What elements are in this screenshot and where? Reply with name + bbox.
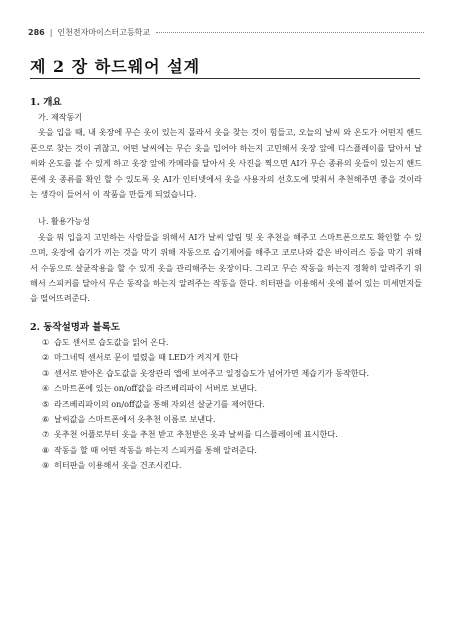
list-item (42, 427, 422, 442)
list-marker: ⑥ (42, 413, 50, 424)
header-separator: | (49, 28, 53, 37)
section-operation-heading: 2. 동작설명과 블록도 (30, 321, 120, 333)
list-item (42, 412, 422, 427)
list-marker: ① (42, 336, 50, 347)
list-marker: ⑦ (42, 429, 50, 440)
chapter-title: 제 2 장 하드웨어 설계 (30, 57, 201, 76)
operation-list (30, 335, 422, 474)
list-item-text: 습도 센서로 습도값을 읽어 온다. (54, 336, 169, 347)
list-marker: ⑧ (42, 444, 50, 455)
subsection-applicability-heading: 나. 활용가능성 (38, 216, 91, 227)
list-item (42, 350, 422, 365)
list-item (42, 366, 422, 381)
list-marker: ③ (42, 367, 50, 378)
motivation-paragraph: 옷을 입을 때, 내 옷장에 무슨 옷이 있는지 몰라서 옷을 찾는 것이 힘들고, 오늘의 날씨 와 온도가 어떤지 핸드폰으로 찾는 것이 귀찮고, 어떤 날씨에는 무슨 옷을 입어야 하는지 고민해서 옷장 앞에 디스플레이를 달아서 날씨와 온도를 볼 수 있게 하고 옷장 앞에 카메라를 달아서 옷 사진을 찍으면 AI가 무슨 종류의 옷들이 있는지 핸드폰에 옷 종류를 확인 할 수 있도록 옷 AI가 인터넷에서 옷을 사용자의 선호도에 맞춰서 추천해주면 좋을 것이라는 생각이 들어서 이 작품을 만들게 되었습니다. (30, 127, 422, 200)
list-item-text: 라즈베리파이의 on/off값을 통해 자외선 살균기를 제어한다. (54, 398, 265, 409)
header-dotted-rule (156, 32, 424, 33)
list-marker: ② (42, 352, 50, 363)
chapter-title-underline (30, 78, 420, 79)
school-name: 인천전자마이스터고등학교 (57, 28, 151, 37)
list-item (42, 335, 422, 350)
subsection-motivation-heading: 가. 제작동기 (38, 112, 83, 122)
list-item-text: 스마트폰에 있는 on/off값을 라즈베리파이 서버로 보낸다. (54, 383, 258, 394)
list-marker: ⑨ (42, 460, 50, 471)
list-item (42, 381, 422, 396)
page-content (30, 96, 422, 474)
applicability-paragraph: 옷을 뭐 입을지 고민하는 사람들을 위해서 AI가 날씨 알림 및 옷 추천을 해주고 스마트폰으로도 확인할 수 있으며, 옷장에 습기가 끼는 것을 막기 위해 자동으로 습기제어를 해주고 코로나와 같은 바이러스 등을 막기 위해서 수동으로 살균작용을 할 수 있게 옷을 관리해주는 옷장이다. 그리고 무슨 작동을 하는지 정확히 알려주기 위해서 스피커를 달아서 무슨 동작을 하는지 알려주는 작동을 한다. 히터판을 이용해서 옷에 붙어 있는 미세먼지들을 떨어뜨려준다. (30, 231, 422, 304)
list-item (42, 397, 422, 412)
running-header (28, 27, 424, 38)
page-number: 286 (28, 28, 45, 37)
list-item (42, 443, 422, 458)
list-item-text: 옷추천 어플로부터 옷을 추천 받고 추천받은 옷과 날씨를 디스플레이에 표시한다. (54, 429, 338, 440)
list-item-text: 히터판을 이용해서 옷을 건조시킨다. (54, 460, 182, 471)
list-item-text: 날씨값을 스마트폰에서 옷추천 이름로 보낸다. (54, 413, 216, 424)
list-item-text: 작동을 할 때 어떤 작동을 하는지 스피커를 통해 알려준다. (54, 444, 257, 455)
list-marker: ⑤ (42, 398, 50, 409)
list-item-text: 센서로 받아온 습도값을 옷장관리 앱에 보여주고 일정습도가 넘어가면 제습기가 동작한다. (54, 367, 370, 378)
list-item (42, 458, 422, 473)
list-item-text: 마그네틱 센서로 문이 열렸을 때 LED가 켜지게 한다 (54, 352, 239, 363)
section-overview-heading: 1. 개요 (30, 97, 62, 108)
list-marker: ④ (42, 383, 50, 394)
